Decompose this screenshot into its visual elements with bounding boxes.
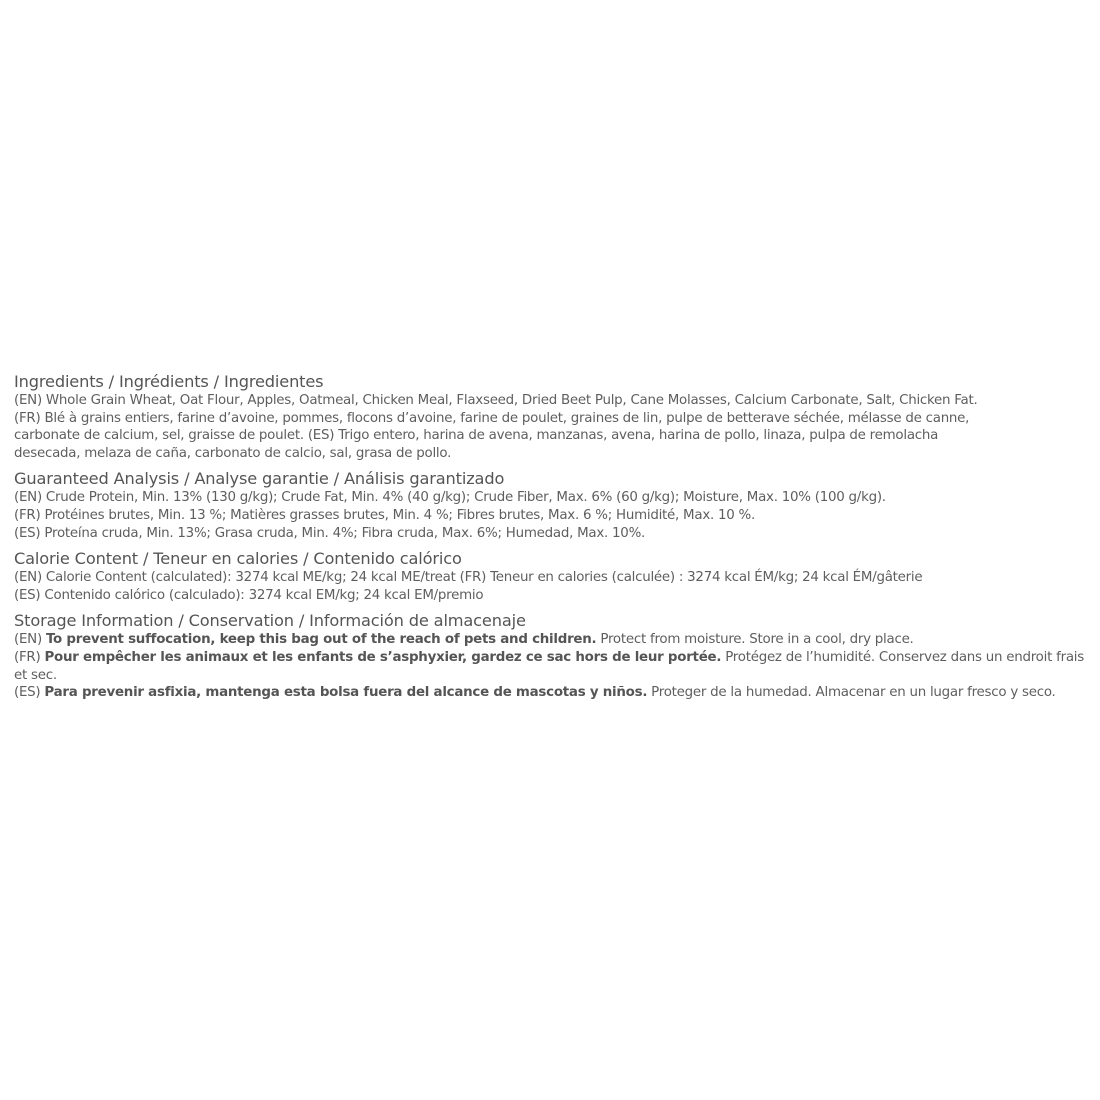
ingredients-section [14,372,1092,462]
language-code: (FR) [14,649,45,665]
ingredients-line: carbonate de calcium, sel, graisse de poulet. (ES) Trigo entero, harina de avena, manzanas, avena, harina de pollo, linaza, pulpa de remolacha [14,428,939,444]
calorie-content-text [14,569,1092,604]
storage-text [14,631,1092,701]
storage-instructions: Proteger de la humedad. Almacenar en un lugar fresco y seco. [647,685,1056,701]
ingredients-line: (FR) Blé à grains entiers, farine d’avoine, pommes, flocons d’avoine, farine de poulet, graines de lin, pulpe de betterave séchée, mélasse de canne, [14,410,970,426]
warning-text: To prevent suffocation, keep this bag out of the reach of pets and children. [45,632,597,648]
storage-instructions: Protect from moisture. Store in a cool, dry place. [596,632,914,648]
storage-paragraph-es [14,684,1092,702]
ingredients-line: (EN) Whole Grain Wheat, Oat Flour, Apples, Oatmeal, Chicken Meal, Flaxseed, Dried Beet Pulp, Cane Molasses, Calcium Carbonate, Salt, Chicken Fat. [14,393,978,408]
product-label-text [14,372,1092,709]
storage-heading: Storage Information / Conservation / Información de almacenaje [14,611,526,631]
analysis-line-en: (EN) Crude Protein, Min. 13% (130 g/kg); Crude Fat, Min. 4% (40 g/kg); Crude Fiber, Max. 6% (60 g/kg); Moisture, Max. 10% (100 g/kg). [14,490,886,506]
guaranteed-analysis-text [14,489,1092,542]
storage-instructions: Protégez de l’humidité. Conservez dans un endroit frais et sec. [14,649,1084,683]
ingredients-line: desecada, melaza de caña, carbonato de calcio, sal, grasa de pollo. [14,445,452,461]
ingredients-text [14,392,1092,462]
guaranteed-analysis-section [14,469,1092,542]
language-code: (EN) [14,632,46,648]
storage-section [14,611,1092,701]
calorie-content-heading: Calorie Content / Teneur en calories / Contenido calórico [14,549,462,569]
guaranteed-analysis-heading: Guaranteed Analysis / Analyse garantie / Análisis garantizado [14,469,505,489]
ingredients-heading: Ingredients / Ingrédients / Ingredientes [14,372,324,391]
calorie-line-en-fr: (EN) Calorie Content (calculated): 3274 kcal ME/kg; 24 kcal ME/treat (FR) Teneur en calories (calculée) : 3274 kcal ÉM/kg; 24 kcal ÉM/gâterie [14,570,923,586]
warning-text: Para prevenir asfixia, mantenga esta bolsa fuera del alcance de mascotas y niños. [44,685,648,701]
storage-paragraph-fr [14,649,1092,684]
calorie-line-es: (ES) Contenido calórico (calculado): 3274 kcal EM/kg; 24 kcal EM/premio [14,587,484,603]
analysis-line-fr: (FR) Protéines brutes, Min. 13 %; Matières grasses brutes, Min. 4 %; Fibres brutes, Max. 6 %; Humidité, Max. 10 %. [14,507,756,523]
calorie-content-section [14,549,1092,604]
warning-text: Pour empêcher les animaux et les enfants de s’asphyxier, gardez ce sac hors de leur portée. [44,649,722,665]
storage-paragraph-en [14,631,1092,649]
language-code: (ES) [14,685,45,701]
analysis-line-es: (ES) Proteína cruda, Min. 13%; Grasa cruda, Min. 4%; Fibra cruda, Max. 6%; Humedad, Max. 10%. [14,525,646,541]
